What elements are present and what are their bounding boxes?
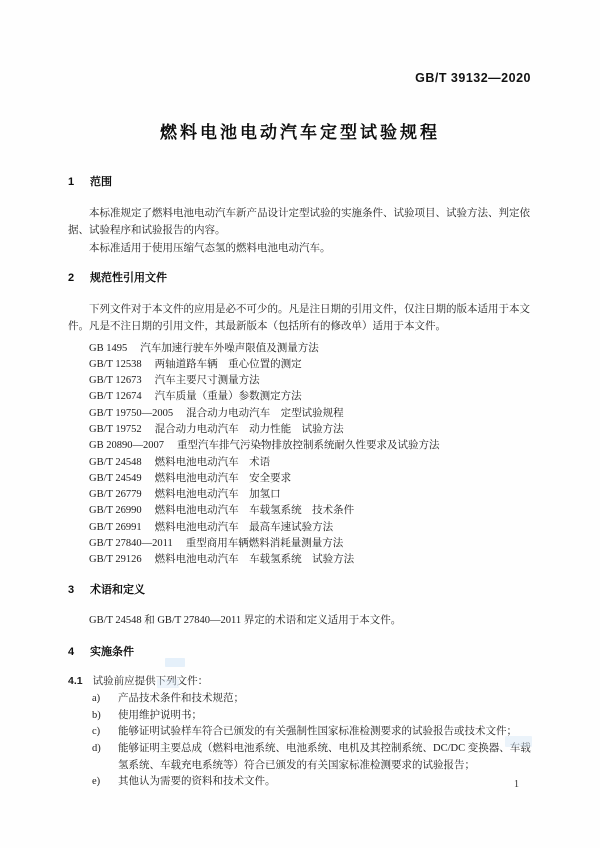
reference-code: GB/T 26991 xyxy=(89,521,142,533)
reference-code: GB/T 24548 xyxy=(89,456,142,468)
reference-list xyxy=(68,341,532,569)
reference-line xyxy=(68,536,532,552)
reference-line xyxy=(68,503,532,519)
reference-title: 汽车主要尺寸测量方法 xyxy=(154,375,260,387)
list-item-text: 能够证明主要总成（燃料电池系统、电池系统、电机及其控制系统、DC/DC 变换器、车载氢系统、车载充电系统等）符合已颁发的有关国家标准检测要求的试验报告； xyxy=(118,742,531,771)
reference-title: 混合动力电动汽车 动力性能 试验方法 xyxy=(154,423,344,435)
document-title: 燃料电池电动汽车定型试验规程 xyxy=(160,123,440,142)
document-body xyxy=(68,168,532,791)
reference-title: 燃料电池电动汽车 车载氢系统 技术条件 xyxy=(154,505,355,517)
reference-line xyxy=(68,389,532,405)
reference-code: GB/T 26779 xyxy=(89,489,142,501)
list-item-b xyxy=(68,708,532,725)
scan-artifact xyxy=(157,679,179,688)
reference-title: 重型商用车辆燃料消耗量测量方法 xyxy=(185,538,344,550)
clause-4-1-number: 4.1 xyxy=(68,675,83,688)
reference-line xyxy=(68,552,532,568)
section-3-heading xyxy=(68,582,532,600)
reference-title: 汽车加速行驶车外噪声限值及测量方法 xyxy=(140,342,319,354)
list-item-e xyxy=(68,774,532,791)
section-1-number: 1 xyxy=(68,176,75,188)
reference-code: GB/T 27840—2011 xyxy=(89,538,173,550)
reference-line xyxy=(68,520,532,536)
reference-title: 燃料电池电动汽车 最高车速试验方法 xyxy=(154,521,334,533)
section-1-title: 范围 xyxy=(90,176,112,188)
reference-line xyxy=(68,455,532,471)
references-intro: 下列文件对于本文件的应用是必不可少的。凡是注日期的引用文件，仅注日期的版本适用于本文件。凡是不注日期的引用文件，其最新版本（包括所有的修改单）适用于本文件。 xyxy=(68,303,530,332)
list-item-d xyxy=(68,741,532,774)
list-item-label: d) xyxy=(92,742,101,754)
reference-code: GB 20890—2007 xyxy=(89,440,164,452)
reference-title: 燃料电池电动汽车 术语 xyxy=(154,456,271,468)
list-item-text: 能够证明试验样车符合已颁发的有关强制性国家标准检测要求的试验报告或技术文件； xyxy=(118,726,517,738)
scan-artifact xyxy=(505,736,532,747)
reference-line xyxy=(68,406,532,422)
scope-paragraph-1: 本标准规定了燃料电池电动汽车新产品设计定型试验的实施条件、试验项目、试验方法、判定依据、试验程序和试验报告的内容。 xyxy=(68,207,530,236)
clause-4-1-item-list xyxy=(68,691,532,791)
section-1-heading xyxy=(68,174,532,192)
list-item-c xyxy=(68,724,532,741)
section-4-number: 4 xyxy=(68,645,75,658)
page-number: 1 xyxy=(514,779,519,790)
section-4-heading xyxy=(68,644,532,662)
reference-title: 汽车质量（重量）参数测定方法 xyxy=(154,391,302,403)
reference-code: GB/T 29126 xyxy=(89,554,142,566)
list-item-label: c) xyxy=(92,726,101,738)
reference-line xyxy=(68,487,532,503)
reference-title: 混合动力电动汽车 定型试验规程 xyxy=(186,407,344,419)
reference-line xyxy=(68,357,532,373)
section-3-number: 3 xyxy=(68,583,75,596)
reference-title: 燃料电池电动汽车 车载氢系统 试验方法 xyxy=(154,554,355,566)
list-item-text: 产品技术条件和技术规范； xyxy=(118,693,244,705)
reference-title: 两轴道路车辆 重心位置的测定 xyxy=(154,358,302,370)
reference-code: GB/T 19752 xyxy=(89,423,142,435)
list-item-a xyxy=(68,691,532,708)
reference-code: GB/T 12674 xyxy=(89,391,142,403)
reference-title: 重型汽车排气污染物排放控制系统耐久性要求及试验方法 xyxy=(176,440,440,452)
reference-line xyxy=(68,471,532,487)
reference-title: 燃料电池电动汽车 加氢口 xyxy=(154,489,281,501)
scope-paragraph-2: 本标准适用于使用压缩气态氢的燃料电池电动汽车。 xyxy=(89,242,331,254)
list-item-text: 其他认为需要的资料和技术文件。 xyxy=(118,776,276,788)
terms-paragraph: GB/T 24548 和 GB/T 27840—2011 界定的术语和定义适用于本文件。 xyxy=(89,615,402,627)
list-item-label: b) xyxy=(92,709,101,721)
reference-line xyxy=(68,438,532,454)
standard-code: GB/T 39132—2020 xyxy=(415,71,531,85)
reference-code: GB/T 19750—2005 xyxy=(89,407,174,419)
reference-line xyxy=(68,422,532,438)
list-item-label: a) xyxy=(92,693,101,705)
section-2-heading xyxy=(68,270,532,288)
section-3-title: 术语和定义 xyxy=(90,583,145,596)
section-2-title: 规范性引用文件 xyxy=(90,272,167,284)
scan-artifact xyxy=(165,658,185,667)
reference-code: GB/T 24549 xyxy=(89,472,142,484)
reference-code: GB/T 12673 xyxy=(89,375,142,387)
reference-line xyxy=(68,341,532,357)
reference-title: 燃料电池电动汽车 安全要求 xyxy=(154,472,292,484)
reference-code: GB/T 12538 xyxy=(89,358,142,370)
list-item-text: 使用维护说明书； xyxy=(118,709,202,721)
section-4-title: 实施条件 xyxy=(90,645,134,658)
section-2-number: 2 xyxy=(68,272,75,284)
reference-line xyxy=(68,373,532,389)
clause-4-1 xyxy=(68,673,532,690)
reference-code: GB 1495 xyxy=(89,342,128,354)
clause-4-1-text: 试验前应提供下列文件： xyxy=(92,676,209,688)
list-item-label: e) xyxy=(92,776,101,788)
reference-code: GB/T 26990 xyxy=(89,505,142,517)
